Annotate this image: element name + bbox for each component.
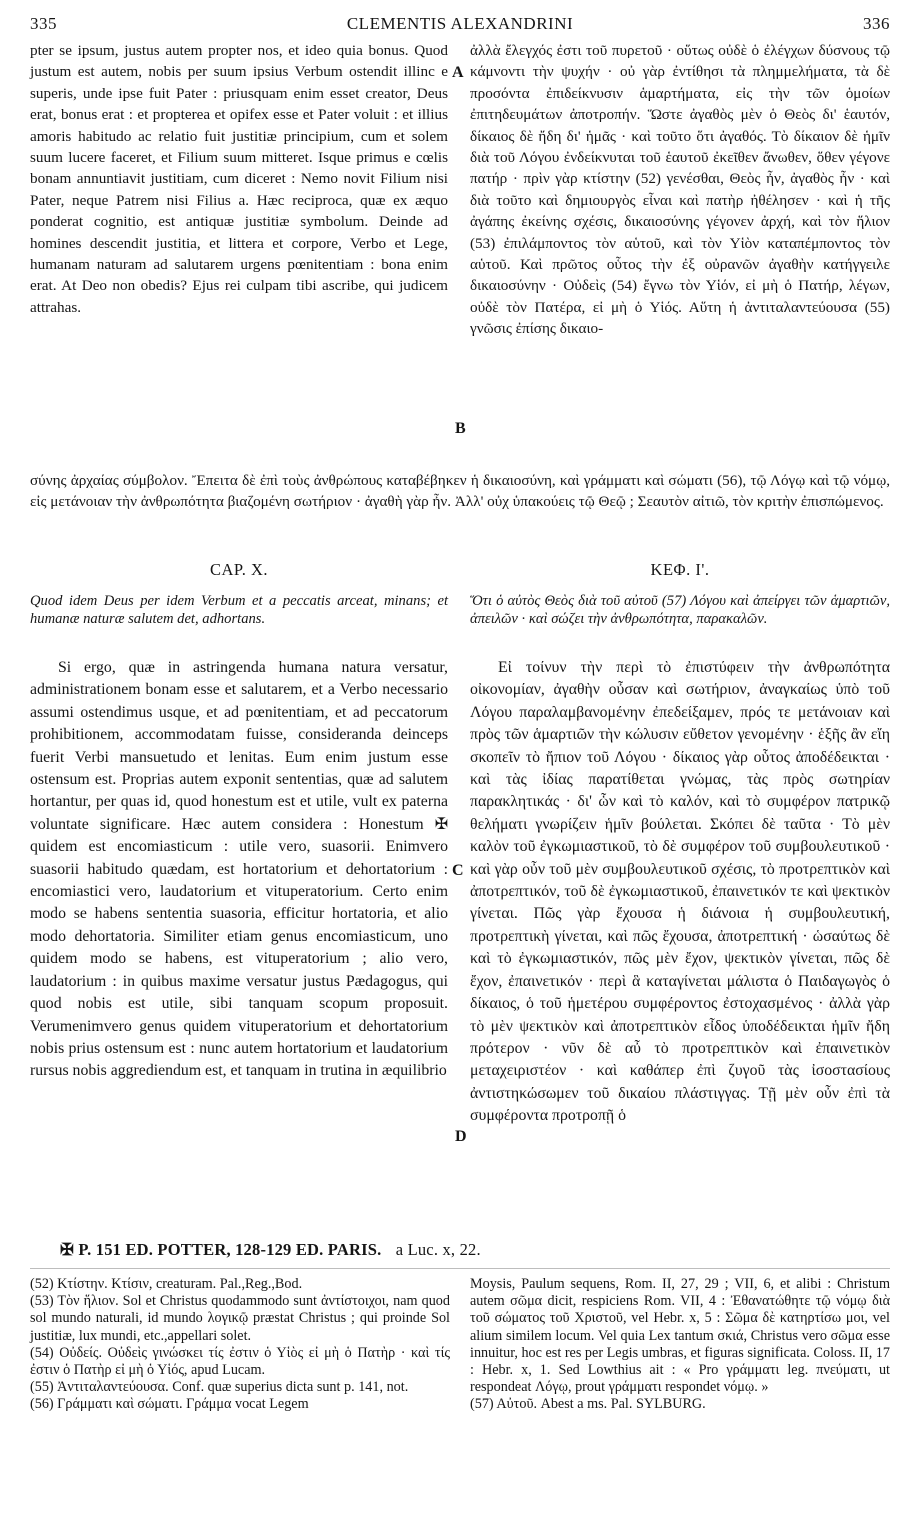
margin-marker-d: D <box>455 1128 467 1145</box>
note-55: (55) Ἀντιταλαντεύουσα. Conf. quæ superius dicta sunt p. 141, not. <box>30 1379 409 1396</box>
latin-chapter-summary: Quod idem Deus per idem Verbum et a peccatis arceat, minans; et humanæ naturæ salutem det, adhortans. <box>30 593 448 627</box>
page-header <box>30 14 890 38</box>
note-52: (52) Κτίστην. Κτίσιν, creaturam. Pal.,Reg.,Bod. <box>30 1276 303 1292</box>
note-56-continued: Moysis, Paulum sequens, Rom. II, 27, 29 ; VII, 6, et alibi : Christum autem σῶμα dicit, respiciens Rom. VII, 4 : Ἐθανατώθητε τῷ νόμῳ διὰ τοῦ σώματος τοῦ Χριστοῦ, vel Hebr. x, 5 : Σῶμα δὲ κατηρτίσω μοι, vel alium similem locum. Vel quia Lex tantum σκιά, Christus vero σῶμα esse innuitur, hoc est res per Legis umbras, et figuras significata. Coloss. II, 17 : Hebr. x, 1. Sed Lowthius ait : « Pro γράμματι leg. πνεύματι, ut respondeat Λόγῳ, prout γράμματι respondet νόμῳ. » <box>470 1276 890 1396</box>
greek-column-main <box>470 657 890 1128</box>
greek-column-top <box>470 40 890 340</box>
margin-marker-b: B <box>455 420 466 437</box>
note-54: (54) Οὐδείς. Οὐδεὶς γινώσκει τίς ἐστιν ὁ Υἱὸς εἰ μὴ ὁ Πατὴρ · καὶ τίς ἐστιν ὁ Πατὴρ εἰ μὴ ὁ Υἱός, apud Lucam. <box>30 1344 450 1379</box>
footnote-a: a Luc. x, 22. <box>395 1240 481 1259</box>
note-53: (53) Τὸν ἥλιον. Sol et Christus quodammodo sunt ἀντίστοιχοι, nam quod sol mundo naturali, id mundo λογικῷ præstat Christus ; qui proinde Sol justitiæ, lux mundi, etc.,appellari solet. <box>30 1293 450 1344</box>
latin-column-main <box>30 657 448 1083</box>
margin-marker-a: A <box>452 64 464 81</box>
greek-spanning-text: σύνης ἀρχαίας σύμβολον. Ἔπειτα δὲ ἐπὶ τοὺς ἀνθρώπους καταβέβηκεν ἡ δικαιοσύνη, καὶ γράμματι καὶ σώματι (56), τῷ Λόγῳ καὶ τῷ νόμῳ, εἰς μετάνοιαν τὴν ἀνθρωπότητα βιαζομένη σωτήριον · ἀγαθὴ γὰρ ἦν. Ἀλλ' οὐχ ὑπακούεις τῷ Θεῷ ; Σεαυτὸν αἰτιῶ, τὸν κριτὴν ἐπισπώμενος. <box>30 472 890 511</box>
note-56: (56) Γράμματι καὶ σώματι. Γράμμα vocat Legem <box>30 1396 309 1413</box>
left-page-number: 335 <box>30 14 57 33</box>
note-57: (57) Αὐτοῦ. Abest a ms. Pal. SYLBURG. <box>470 1396 706 1413</box>
latin-paragraph-top: pter se ipsum, justus autem propter nos, et ideo quia bonus. Quod justum est autem, nobis per suum ipsius Verbum ostendit illinc e superis, unde ipse fuit Pater : priusquam enim esset creator, Deus erat, bonus erat : et propterea et opifex esse et Pater voluit : et illius amoris habitudo ac relatio fuit justitiæ principium, cum et solem suum lucere faceret, et Filium suum mitteret. Isque primus e cœlis bonam annuntiavit justitiam, cum diceret : Nemo novit Filium nisi Pater, neque Patrem nisi Filius a. Hæc reciproca, quæ ex æquo ponderat cognitio, est antiquæ justitiæ symbolum. Deinde ad homines descendit justitia, et littera et corpore, Verbo et Lege, humanam naturam ad salutarem urgens pœnitentiam : bona enim erat. At Deo non obedis? Ejus rei culpam tibi ascribe, qui judicem attrahas. <box>30 42 448 316</box>
greek-paragraph-top: ἀλλὰ ἔλεγχός ἐστι τοῦ πυρετοῦ · οὕτως οὐδὲ ὁ ἐλέγχων δύσνους τῷ κάμνοντι τὴν ψυχήν · οὐ γὰρ ἐντίθησι τὰ πλημμελήματα, τὰ δὲ προσόντα ἐπιδείκνυσιν ἁμαρτήματα, εἰς τὴν τῶν ὁμοίων ἐπιτηδευμάτων ἀποτροπήν. Ὥστε ἀγαθὸς μὲν ὁ Θεὸς δι' ἑαυτόν, δίκαιος δὲ ἤδη δι' ἡμᾶς · καὶ τοῦτο ὅτι ἀγαθός. Τὸ δίκαιον δὲ ἡμῖν διὰ τοῦ Λόγου ἐνδείκνυται τοῦ ἑαυτοῦ ἐκεῖθεν ἄνωθεν, ὅθεν γέγονε πατήρ · πρὶν γὰρ κτίστην (52) γενέσθαι, Θεὸς ἦν, ἀγαθὸς ἦν · καὶ διὰ τοῦτο καὶ δημιουργὸς εἶναι καὶ πατὴρ ἠθέλησεν · καὶ ἡ τῆς ἀγάπης ἐκείνης σχέσις, δικαιοσύνης γέγονεν ἀρχή, καὶ τὸν ἥλιον (53) ἐπιλάμποντος τὸν αὑτοῦ, καὶ τὸν Υἱὸν καταπέμποντος τὸν αὑτοῦ. Καὶ πρῶτος οὗτος τὴν ἐξ οὐρανῶν ἀγαθὴν κατήγγειλε δικαιοσύνην · Οὐδεὶς (54) ἔγνω τὸν Υἱόν, εἰ μὴ ὁ Πατήρ, λέγων, οὐδὲ τὸν Πατέρα, εἰ μὴ ὁ Υἱός. Αὕτη ἡ ἀντιταλαντεύουσα (55) γνῶσις ἐπίσης δικαιο- <box>470 42 890 338</box>
margin-marker-c: C <box>452 862 464 879</box>
latin-column-top <box>30 40 448 318</box>
footnote-rule <box>30 1268 890 1269</box>
page-reference <box>60 1240 481 1260</box>
greek-chapter-summary: Ὅτι ὁ αὐτὸς Θεὸς διὰ τοῦ αὐτοῦ (57) Λόγου καὶ ἀπείργει τῶν ἁμαρτιῶν, ἀπειλῶν · καὶ σώζει τὴν ἀνθρωπότητα, παρακαλῶν. <box>470 593 890 627</box>
notes-right-column <box>470 1276 890 1414</box>
greek-paragraph-main: Εἰ τοίνυν τὴν περὶ τὸ ἐπιστύφειν τὴν ἀνθρωπότητα οἰκονομίαν, ἀγαθὴν οὖσαν καὶ σωτήριον, ἀναγκαίως ὑπὸ τοῦ Λόγου παραλαμβανομένην ἐπεδείξαμεν, πρός τε μετάνοιαν καὶ πρὸς τῶν ἁμαρτιῶν τὴν κώλυσιν εὔθετον γενομένην · ἑξῆς ἂν εἴη σκοπεῖν τὸ ἤπιον τοῦ Λόγου · δίκαιος γὰρ οὗτος ἀποδέδεικται · καὶ τὰς ἰδίας παρατίθεται γνώμας, τὰς πρὸς σωτηρίαν παρακλητικάς · δι' ὧν καὶ τὸ καλόν, καὶ τὸ συμφέρον πατρικῷ θελήματι γνωρίζειν ἡμῖν βούλεται. Σκόπει δὲ ταῦτα · Τὸ μὲν καλὸν τοῦ ἐγκωμιαστικοῦ, τὸ δὲ συμφέρον τοῦ συμβουλευτικοῦ · καὶ γὰρ οὖν τοῦ μὲν συμβουλευτικοῦ σχέσις, τὸ προτρεπτικὸν καὶ ἀποτρεπτικόν, τοῦ δὲ ἐγκωμιαστικοῦ, ἐπαινετικόν τε καὶ ψεκτικὸν γίνεται. Πῶς γὰρ ἔχουσα ἡ διάνοια ἡ συμβουλευτική, προτρεπτικὴ γίνεται, καὶ πῶς ἔχουσα, ἀποτρεπτική · ὡσαύτως δὲ καὶ τὸ ἐγκωμιαστικόν, πῶς μὲν ἔχον, ψεκτικὸν γίνεται, πῶς δὲ ἔχον, ἐπαινετικόν · περὶ ἃ καταγίνεται μάλιστα ὁ Παιδαγωγὸς ὁ δίκαιος, ὁ τοῦ ἡμετέρου συμφέροντος ἐστοχασμένος · ἀλλὰ γὰρ τὸ μὲν ψεκτικὸν καὶ ἀποτρεπτικὸν εἶδος ὑποδέδεικται ἡμῖν ἤδη πρότερον · νῦν δὲ αὖ τὸ προτρεπτικὸν καὶ ἐπαινετικὸν μεταχειριστέον · καὶ καθάπερ ἐπὶ ζυγοῦ τὰς ἰσοστασίους ἀντιστηκώσωμεν τοῦ δικαίου πλάστιγγας. Τῇ μὲν οὖν ἐπὶ τὰ συμφέροντα προτροπῇ ὁ <box>470 659 890 1125</box>
latin-chapter-heading: CAP. X. <box>209 560 269 579</box>
running-title: CLEMENTIS ALEXANDRINI <box>346 14 574 33</box>
edition-reference: ✠ P. 151 ED. POTTER, 128-129 ED. PARIS. <box>60 1240 382 1259</box>
greek-chapter-heading: ΚΕΦ. Ι'. <box>650 560 710 579</box>
notes-left-column <box>30 1276 450 1414</box>
right-page-number: 336 <box>863 14 890 33</box>
latin-paragraph-main: Si ergo, quæ in astringenda humana natura versatur, administrationem bonam esse et salutarem, et a Verbo necessario assumi ostendimus usque, et ad pœnitentiam, et ad peccatorum prohibitionem, accommodatam fuisse, consideranda deinceps fuerit Verbi mansuetudo et lenitas. Eum enim justum esse ostensum est. Proprias autem exponit sententias, quæ ad salutem hortantur, per quas id, quod honestum est et utile, vult ex paterna voluntate significare. Hæc autem considera : Honestum ✠ quidem est encomiasticum : utile vero, suasorii. Enimvero suasorii habitudo quædam, est hortatorium et dehortatorium : encomiastici vero, laudatorium et vituperatorium. Certo enim modo se habens sententia suasoria, efficitur hortatoria, et alio modo dehortatoria. Similiter etiam genus encomiasticum, uno quidem modo se habens, est vituperatorium ; alio vero, laudatorium : in quibus maxime versatur justus Pædagogus, qui quod nobis est utile, sibi tanquam scopum proposuit. Verumenimvero genus quidem vituperatorium et dehortatorium nobis prius ostensum est : nunc autem hortatorium et laudatorium rursus nobis aggrediendum est, et tanquam in trutina in æquilibrio <box>30 659 448 1080</box>
